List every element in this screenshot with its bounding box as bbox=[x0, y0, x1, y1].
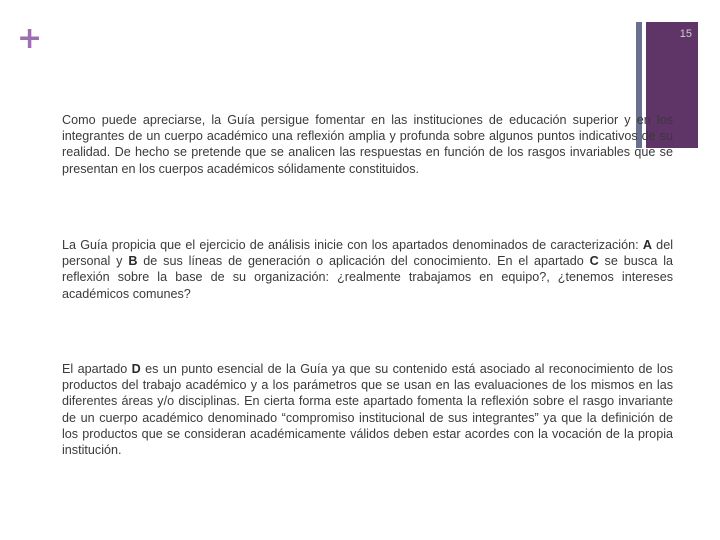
section-letter-a: A bbox=[642, 238, 652, 252]
paragraph-section-d bbox=[62, 361, 673, 458]
paragraph-text: de sus líneas de generación o aplicación del conocimiento. En el apartado bbox=[137, 254, 590, 269]
paragraph-intro: Como puede apreciarse, la Guía persigue fomentar en las instituciones de educación superior y en los integrantes de un cuerpo académico una reflexión amplia y profunda sobre algunos puntos indicativos de su realidad. De hecho se pretende que se analicen las respuestas en función de los rasgos invariables que se presentan en los cuerpos académicos sólidamente constituidos. bbox=[62, 113, 673, 176]
paragraph-sections-abc bbox=[62, 237, 673, 302]
plus-icon: + bbox=[17, 21, 43, 56]
section-letter-c: C bbox=[589, 254, 599, 269]
paragraph-text: La Guía propicia que el ejercicio de análisis inicie con los apartados denominados de caracterización: bbox=[62, 238, 643, 252]
page-number: 15 bbox=[679, 28, 692, 40]
paragraph-text: es un punto esencial de la Guía ya que su contenido está asociado al reconocimiento de los productos del trabajo académico y a los parámetros que se usan en las evaluaciones de los mismos en las diferentes áreas y/o disciplinas. En cierta forma este apartado fomenta la reflexión sobre el rasgo invariante de un cuerpo académico denominado “compromiso institucional de sus integrantes” ya que la definición de los productos que se consideran académicamente válidos deben estar acordes con la vocación de la propia institución. bbox=[62, 362, 673, 458]
section-letter-b: B bbox=[128, 254, 138, 269]
paragraph-text: El apartado bbox=[62, 362, 132, 376]
paragraph-text: del personal y bbox=[62, 238, 673, 269]
section-letter-d: D bbox=[131, 362, 141, 376]
paragraph-text: se busca la reflexión sobre la base de su organización: ¿realmente trabajamos en equipo?, ¿tenemos intereses académicos comunes? bbox=[62, 254, 673, 301]
